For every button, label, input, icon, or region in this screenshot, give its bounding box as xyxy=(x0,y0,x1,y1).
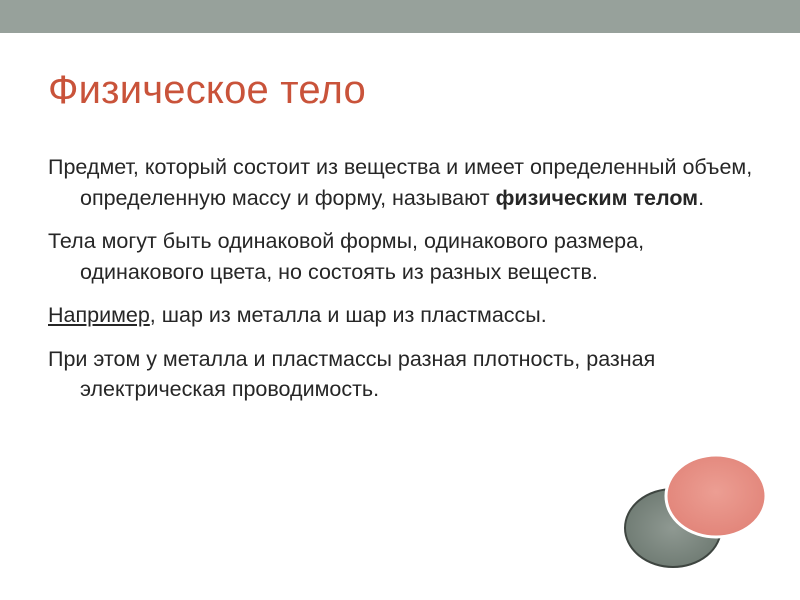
paragraph-bodies-text: Тела могут быть одинаковой формы, одинакового размера, одинакового цвета, но состоять из разных веществ. xyxy=(48,229,645,284)
paragraph-example-text: , шар из металла и шар из пластмассы. xyxy=(149,303,547,327)
light-ellipse xyxy=(666,455,766,537)
top-bar xyxy=(0,0,800,33)
paragraph-example xyxy=(48,300,768,331)
slide-content xyxy=(48,152,768,418)
paragraph-definition xyxy=(48,152,768,213)
paragraph-properties-text: При этом у металла и пластмассы разная плотность, разная электрическая проводимость. xyxy=(48,346,656,401)
slide-title: Физическое тело xyxy=(48,68,366,112)
paragraph-definition-end: . xyxy=(698,185,705,210)
paragraph-definition-text: Предмет, который состоит из вещества и имеет определенный объем, определенную массу и форму, называют xyxy=(48,155,753,210)
example-link[interactable]: Например xyxy=(48,303,150,327)
bold-term: физическим телом xyxy=(495,185,699,210)
paragraph-properties xyxy=(48,344,768,405)
dark-ellipse xyxy=(625,489,721,567)
paragraph-bodies xyxy=(48,226,768,287)
